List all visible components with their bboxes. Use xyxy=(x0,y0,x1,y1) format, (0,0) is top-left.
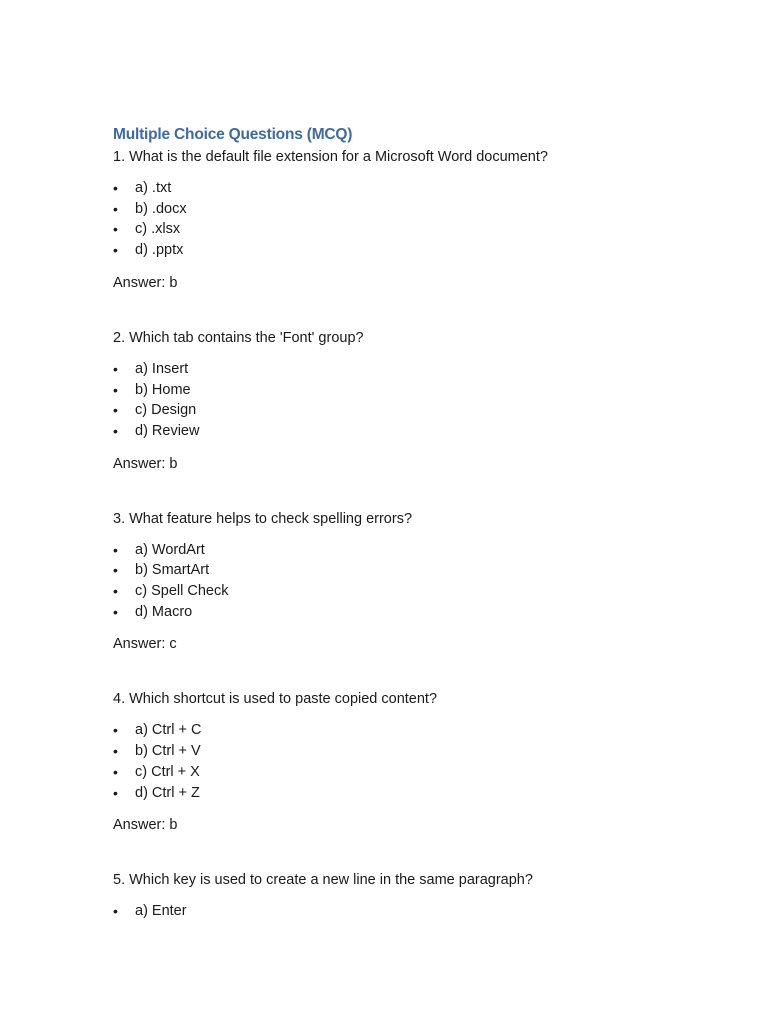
option-label: c) Design xyxy=(135,402,197,419)
option-item xyxy=(113,540,713,561)
bullet-icon: • xyxy=(113,763,118,780)
option-label: a) .txt xyxy=(135,180,172,196)
option-label: d) Macro xyxy=(135,603,193,620)
option-label: a) Enter xyxy=(135,903,187,920)
bullet-icon: • xyxy=(113,381,118,398)
bullet-icon: • xyxy=(113,562,118,579)
question-block xyxy=(113,508,713,656)
bullet-icon: • xyxy=(113,180,118,196)
bullet-icon: • xyxy=(113,603,118,620)
option-label: c) Ctrl + X xyxy=(135,763,200,780)
option-label: c) .xlsx xyxy=(135,221,181,238)
question-block xyxy=(113,869,713,922)
option-label: b) SmartArt xyxy=(135,562,210,579)
option-list xyxy=(113,359,713,442)
option-label: c) Spell Check xyxy=(135,583,229,600)
option-item xyxy=(113,380,713,401)
bullet-icon: • xyxy=(113,722,118,739)
option-list xyxy=(113,540,713,623)
option-item xyxy=(113,421,713,442)
option-item xyxy=(113,400,713,421)
question-block xyxy=(113,327,713,475)
option-label: a) Ctrl + C xyxy=(135,722,202,739)
page-title: Multiple Choice Questions (MCQ) xyxy=(113,126,353,143)
option-label: d) .pptx xyxy=(135,242,184,259)
bullet-icon: • xyxy=(113,242,118,259)
bullet-icon: • xyxy=(113,422,118,439)
bullet-icon: • xyxy=(113,583,118,600)
option-label: b) Ctrl + V xyxy=(135,743,201,760)
option-item xyxy=(113,178,713,199)
bullet-icon: • xyxy=(113,200,118,217)
bullet-icon: • xyxy=(113,743,118,760)
bullet-icon: • xyxy=(113,360,118,377)
question-text: 1. What is the default file extension for a Microsoft Word document? xyxy=(113,149,548,165)
question-text: 3. What feature helps to check spelling errors? xyxy=(113,510,413,527)
question-text: 5. Which key is used to create a new line in the same paragraph? xyxy=(113,872,533,889)
option-item xyxy=(113,741,713,762)
option-item xyxy=(113,762,713,783)
option-item xyxy=(113,901,713,922)
document-content xyxy=(113,124,713,933)
option-label: a) WordArt xyxy=(135,541,205,558)
bullet-icon: • xyxy=(113,903,118,920)
option-item xyxy=(113,359,713,380)
option-list xyxy=(113,178,713,261)
option-list xyxy=(113,720,713,803)
option-item xyxy=(113,240,713,261)
option-item xyxy=(113,602,713,623)
option-item xyxy=(113,581,713,602)
bullet-icon: • xyxy=(113,402,118,419)
question-block xyxy=(113,688,713,836)
option-item xyxy=(113,199,713,220)
answer-text: Answer: b xyxy=(113,455,178,472)
answer-text: Answer: c xyxy=(113,636,177,653)
option-item xyxy=(113,783,713,804)
question-block xyxy=(113,146,713,294)
option-list xyxy=(113,901,713,922)
question-list xyxy=(113,146,713,922)
option-label: d) Review xyxy=(135,422,200,439)
question-text: 4. Which shortcut is used to paste copied content? xyxy=(113,691,438,708)
answer-text: Answer: b xyxy=(113,274,178,291)
option-item xyxy=(113,720,713,741)
option-label: a) Insert xyxy=(135,360,189,377)
option-item xyxy=(113,219,713,240)
answer-text: Answer: b xyxy=(113,817,178,834)
option-label: b) .docx xyxy=(135,200,187,217)
bullet-icon: • xyxy=(113,784,118,801)
bullet-icon: • xyxy=(113,221,118,238)
option-item xyxy=(113,560,713,581)
bullet-icon: • xyxy=(113,541,118,558)
option-label: d) Ctrl + Z xyxy=(135,784,200,801)
option-label: b) Home xyxy=(135,381,191,398)
question-text: 2. Which tab contains the 'Font' group? xyxy=(113,329,364,346)
